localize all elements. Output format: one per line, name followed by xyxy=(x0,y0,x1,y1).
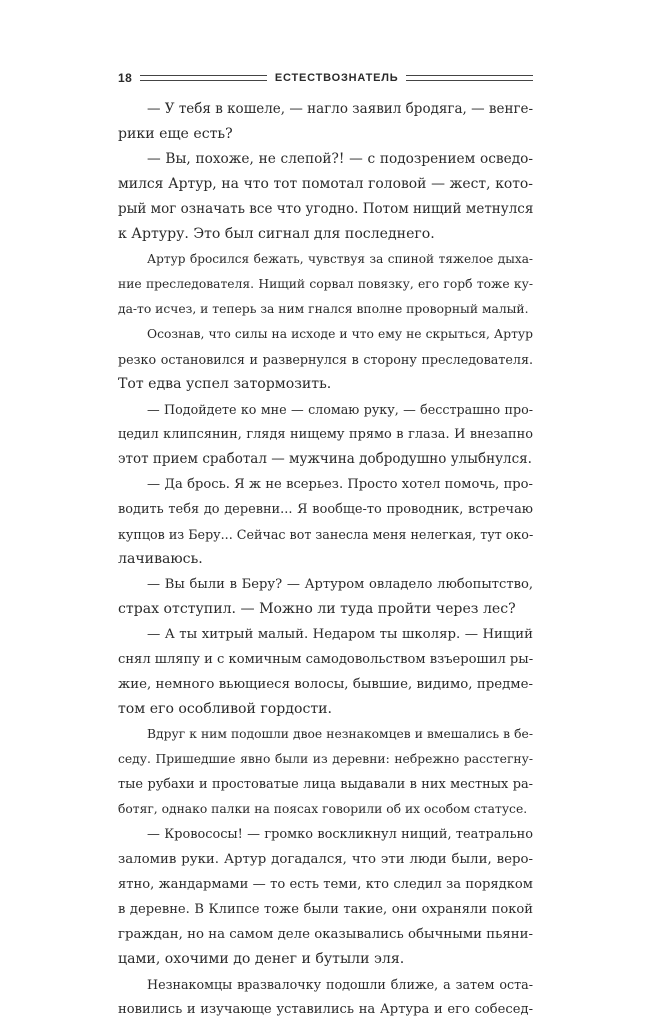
text-line: Тот едва успел затормозить. xyxy=(118,376,332,392)
text-line: рики еще есть? xyxy=(118,126,233,142)
text-line: ятно, жандармами — то есть теми, кто следил за порядком xyxy=(118,877,533,892)
text-line: ботяг, однако палки на поясах говорили об их особом статусе. xyxy=(118,802,528,816)
text-line: в деревне. В Клипсе тоже были такие, они охраняли покой xyxy=(118,902,533,917)
text-line: мился Артур, на что тот помотал головой — жест, кото- xyxy=(118,176,533,192)
text-line: купцов из Беру... Сейчас вот занесла меня нелегкая, тут око- xyxy=(118,527,534,542)
text-line: седу. Пришедшие явно были из деревни: небрежно расстегну- xyxy=(118,752,533,766)
text-line: цедил клипсянин, глядя нищему прямо в глаза. И внезапно xyxy=(118,427,533,442)
text-line: заломив руки. Артур догадался, что эти люди были, веро- xyxy=(118,852,533,867)
text-line: тые рубахи и простоватые лица выдавали в них местных ра- xyxy=(118,777,533,792)
text-line: снял шляпу и с комичным самодовольством взъерошил ры- xyxy=(118,652,534,667)
text-line: — Кровососы! — громко воскликнул нищий, театрально xyxy=(147,827,533,842)
body-text xyxy=(118,97,533,1022)
text-line: Незнакомцы вразвалочку подошли ближе, а затем оста- xyxy=(147,977,533,992)
text-line: водить тебя до деревни... Я вообще-то проводник, встречаю xyxy=(118,502,533,517)
text-line: лачиваюсь. xyxy=(118,551,203,567)
header-rule-right xyxy=(406,75,533,81)
header-rule-left xyxy=(140,75,267,81)
text-line: том его особливой гордости. xyxy=(118,701,333,717)
text-line: страх отступил. — Можно ли туда пройти через лес? xyxy=(118,601,516,617)
text-line: Артур бросился бежать, чувствуя за спиной тяжелое дыха- xyxy=(147,252,533,266)
text-line: жие, немного вьющиеся волосы, бывшие, видимо, предме- xyxy=(118,677,533,692)
text-line: цами, охочими до денег и бутыли эля. xyxy=(118,951,405,967)
text-line: — Вы были в Беру? — Артуром овладело любопытство, xyxy=(147,577,533,592)
running-title: ЕСТЕСТВОЗНАТЕЛЬ xyxy=(274,72,399,84)
text-line: — А ты хитрый малый. Недаром ты школяр. — Нищий xyxy=(147,627,533,642)
text-line: резко остановился и развернулся в сторону преследователя. xyxy=(118,352,533,367)
text-line: рый мог означать все что угодно. Потом нищий метнулся xyxy=(118,201,534,217)
text-line: Осознав, что силы на исходе и что ему не скрыться, Артур xyxy=(147,327,533,341)
text-line: Вдруг к ним подошли двое незнакомцев и вмешались в бе- xyxy=(147,727,533,741)
text-line: — Вы, похоже, не слепой?! — с подозрением осведо- xyxy=(147,151,533,167)
text-line: да-то исчез, и теперь за ним гнался вполне проворный малый. xyxy=(118,302,529,316)
text-line: — У тебя в кошеле, — нагло заявил бродяга, — венге- xyxy=(147,101,534,117)
text-line: к Артуру. Это был сигнал для последнего. xyxy=(118,226,435,242)
text-line: — Да брось. Я ж не всерьез. Просто хотел помочь, про- xyxy=(147,477,533,492)
text-line: граждан, но на самом деле оказывались обычными пьяни- xyxy=(118,927,533,942)
text-line: этот прием сработал — мужчина добродушно улыбнулся. xyxy=(118,451,532,467)
page-header xyxy=(118,70,533,86)
text-line: ние преследователя. Нищий сорвал повязку, его горб тоже ку- xyxy=(118,277,533,291)
text-line: новились и изучающе уставились на Артура и его собесед- xyxy=(118,1002,533,1017)
text-line: — Подойдете ко мне — сломаю руку, — бесстрашно про- xyxy=(147,402,533,417)
page-number: 18 xyxy=(118,71,133,85)
